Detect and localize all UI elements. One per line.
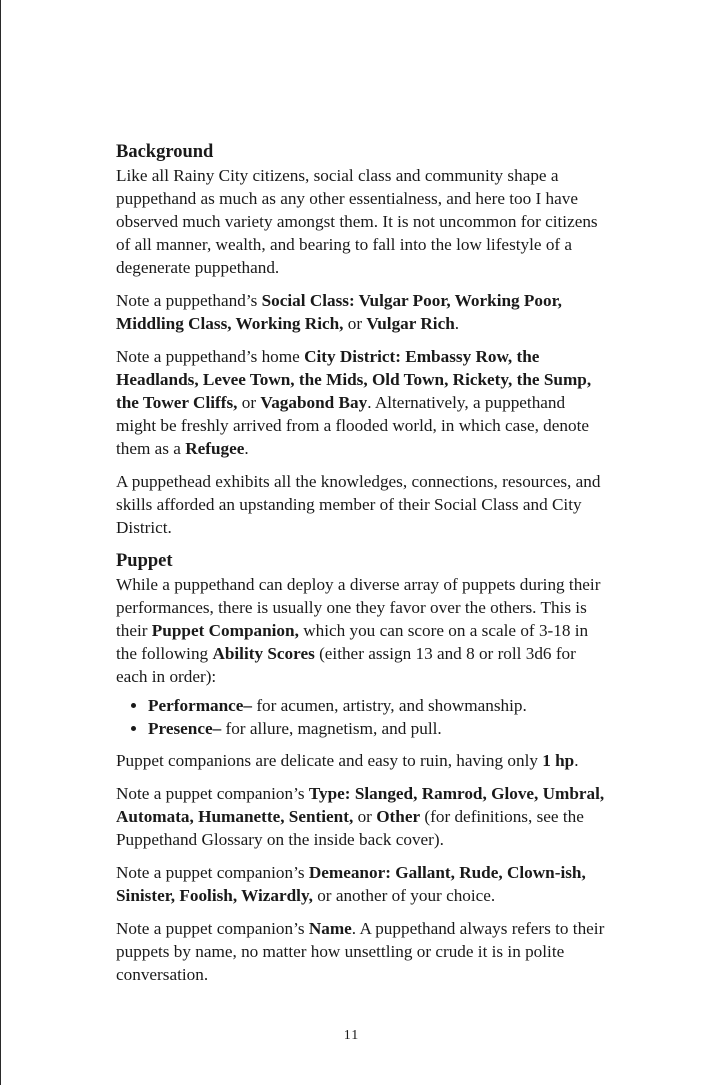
name-paragraph: Note a puppet companion’s Name. A puppethand always refers to their puppets by name, no matter how unsettling or crude it is in polite conversation.: [116, 919, 605, 984]
background-summary: A puppethead exhibits all the knowledges, connections, resources, and skills afforded an upstanding member of their Social Class and City District.: [116, 472, 601, 537]
social-class-paragraph: Note a puppethand’s Social Class: Vulgar Poor, Working Poor, Middling Class, Working Rich, or Vulgar Rich.: [116, 291, 562, 333]
list-item: • Presence– for allure, magnetism, and pull.: [148, 717, 606, 740]
page-edge-line: [0, 0, 1, 1085]
hp-paragraph: Puppet companions are delicate and easy to ruin, having only 1 hp.: [116, 751, 579, 770]
type-paragraph: Note a puppet companion’s Type: Slanged, Ramrod, Glove, Umbral, Automata, Humanette, Sentient, or Other (for definitions, see the Puppethand Glossary on the inside back cover).: [116, 784, 605, 849]
background-heading: Background: [116, 142, 214, 162]
page-number: 11: [343, 1028, 360, 1043]
page-body: [116, 140, 606, 996]
demeanor-paragraph: Note a puppet companion’s Demeanor: Gallant, Rude, Clown-ish, Sinister, Foolish, Wizardly, or another of your choice.: [116, 863, 586, 905]
background-intro: Like all Rainy City citizens, social class and community shape a puppethand as much as any other essentialness, and here too I have observed much variety amongst them. It is not uncommon for citizens of all manner, wealth, and bearing to fall into the low lifestyle of a degenerate puppethand.: [116, 166, 598, 277]
list-item: • Performance– for acumen, artistry, and showmanship.: [148, 694, 606, 717]
puppet-heading: Puppet: [116, 551, 173, 571]
city-district-paragraph: Note a puppethand’s home City District: Embassy Row, the Headlands, Levee Town, the Mids, Old Town, Rickety, the Sump, the Tower Cliffs, or Vagabond Bay. Alternatively, a puppethand might be freshly arrived from a flooded world, in which case, denote them as a Refugee.: [116, 347, 592, 458]
puppet-intro: While a puppethand can deploy a diverse array of puppets during their performances, there is usually one they favor over the others. This is their Puppet Companion, which you can score on a scale of 3-18 in the following Ability Scores (either assign 13 and 8 or roll 3d6 for each in order):: [116, 575, 601, 686]
ability-score-list: [116, 694, 606, 740]
